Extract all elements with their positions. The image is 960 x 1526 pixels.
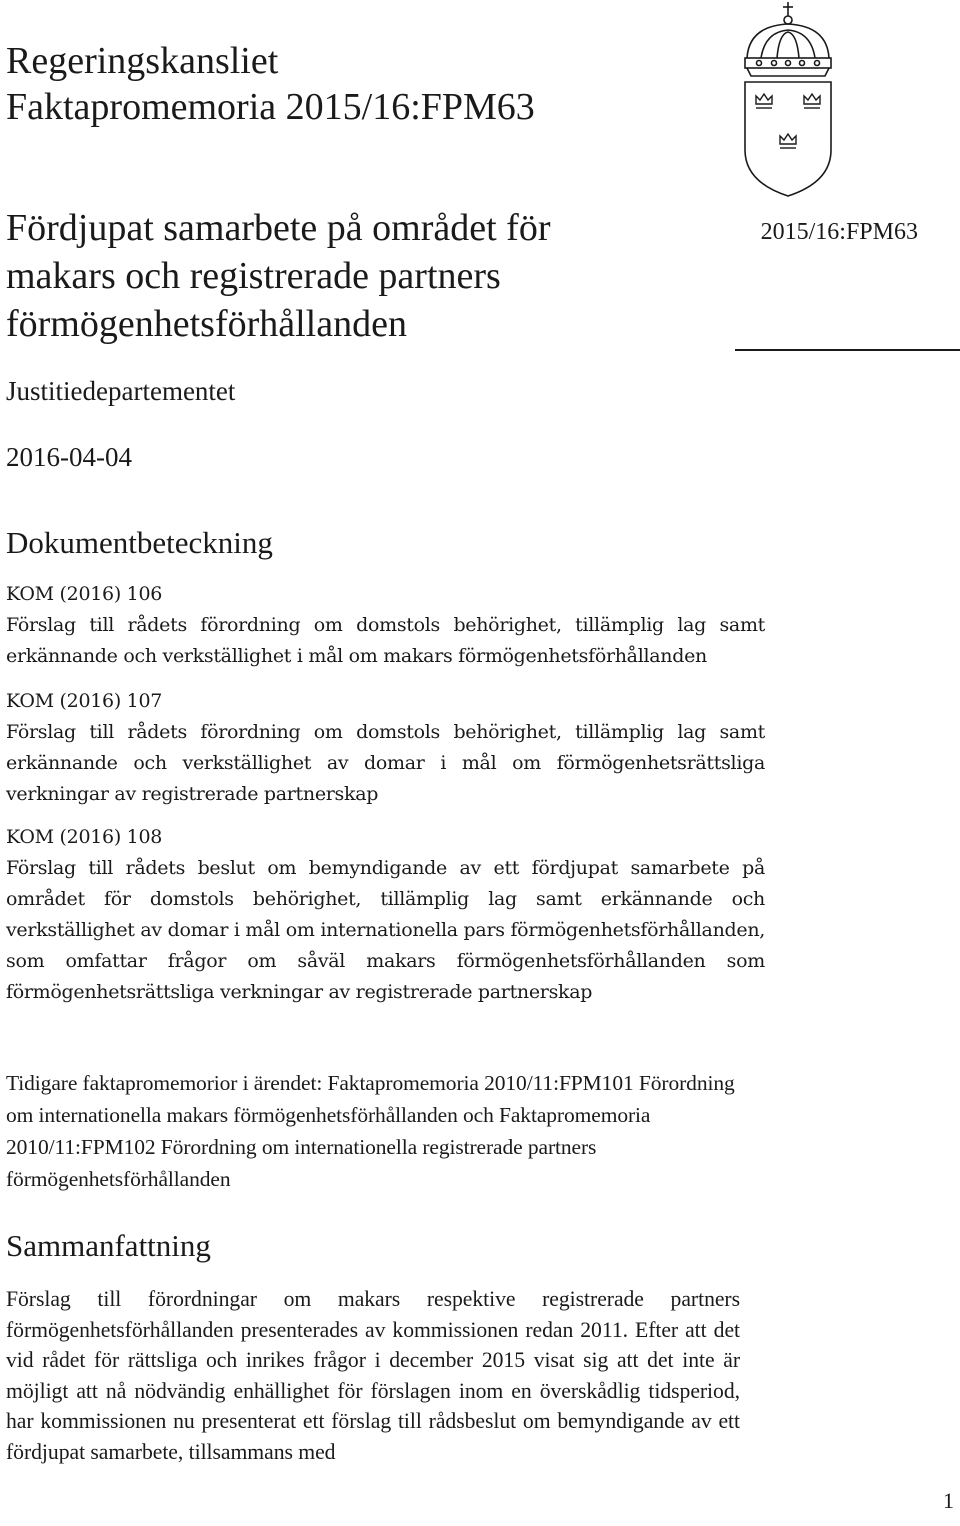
kom-item: [6, 822, 765, 1007]
document-date: 2016-04-04: [6, 442, 132, 472]
kom-text: Förslag till rådets förordning om domstols behörighet, tillämplig lag samt erkännande och verkställighet i mål om makars förmögenhetsförhållanden: [6, 613, 765, 667]
kom-text: Förslag till rådets beslut om bemyndigande av ett fördjupat samarbete på området för domstols behörighet, tillämplig lag samt erkännande och verkställighet av domar i mål om internationella pars förmögenhetsförhållanden, som omfattar frågor om såväl makars förmögenhetsförhållanden som förmögenhetsrättsliga verkningar av registrerade partnerskap: [6, 856, 765, 1003]
previous-memos: Tidigare faktapromemorior i ärendet: Faktapromemoria 2010/11:FPM101 Förordning om internationella makars förmögenhetsförhållanden och Faktapromemoria 2010/11:FPM102 Förordning om internationella registrerade partners förmögenhetsförhållanden: [6, 1071, 735, 1191]
kom-item: [6, 579, 765, 672]
main-title-line: förmögenhetsförhållanden: [6, 303, 407, 345]
kom-code: KOM (2016) 108: [6, 826, 163, 848]
header-divider: [735, 349, 960, 351]
summary-heading: Sammanfattning: [6, 1228, 211, 1263]
kom-code: KOM (2016) 106: [6, 583, 163, 605]
document-title: Faktapromemoria 2015/16:FPM63: [6, 86, 535, 128]
swedish-coat-of-arms-icon: [739, 0, 837, 198]
reference-code: 2015/16:FPM63: [760, 219, 918, 245]
document-reference-heading: Dokumentbeteckning: [6, 525, 273, 560]
main-title-line: makars och registrerade partners: [6, 255, 501, 297]
department: Justitiedepartementet: [6, 376, 236, 406]
kom-text: Förslag till rådets förordning om domstols behörighet, tillämplig lag samt erkännande och verkställighet av domar i mål om förmögenhetsrättsliga verkningar av registrerade partnerskap: [6, 720, 765, 805]
kom-item: [6, 686, 765, 810]
main-title-line: Fördjupat samarbete på området för: [6, 207, 551, 249]
summary-text: Förslag till förordningar om makars respektive registrerade partners förmögenhetsförhållanden presenterades av kommissionen redan 2011. Efter att det vid rådet för rättsliga och inrikes frågor i december 2015 visat sig att det inte är möjligt att nå nödvändig enhällighet för förslagen inom en överskådlig tidsperiod, har kommissionen nu presenterat ett förslag till rådsbeslut om bemyndigande av ett fördjupat samarbete, tillsammans med: [6, 1287, 740, 1464]
kom-code: KOM (2016) 107: [6, 690, 163, 712]
main-title: [6, 204, 550, 348]
page-number: 1: [943, 1488, 954, 1513]
organization-name: Regeringskansliet: [6, 40, 279, 82]
